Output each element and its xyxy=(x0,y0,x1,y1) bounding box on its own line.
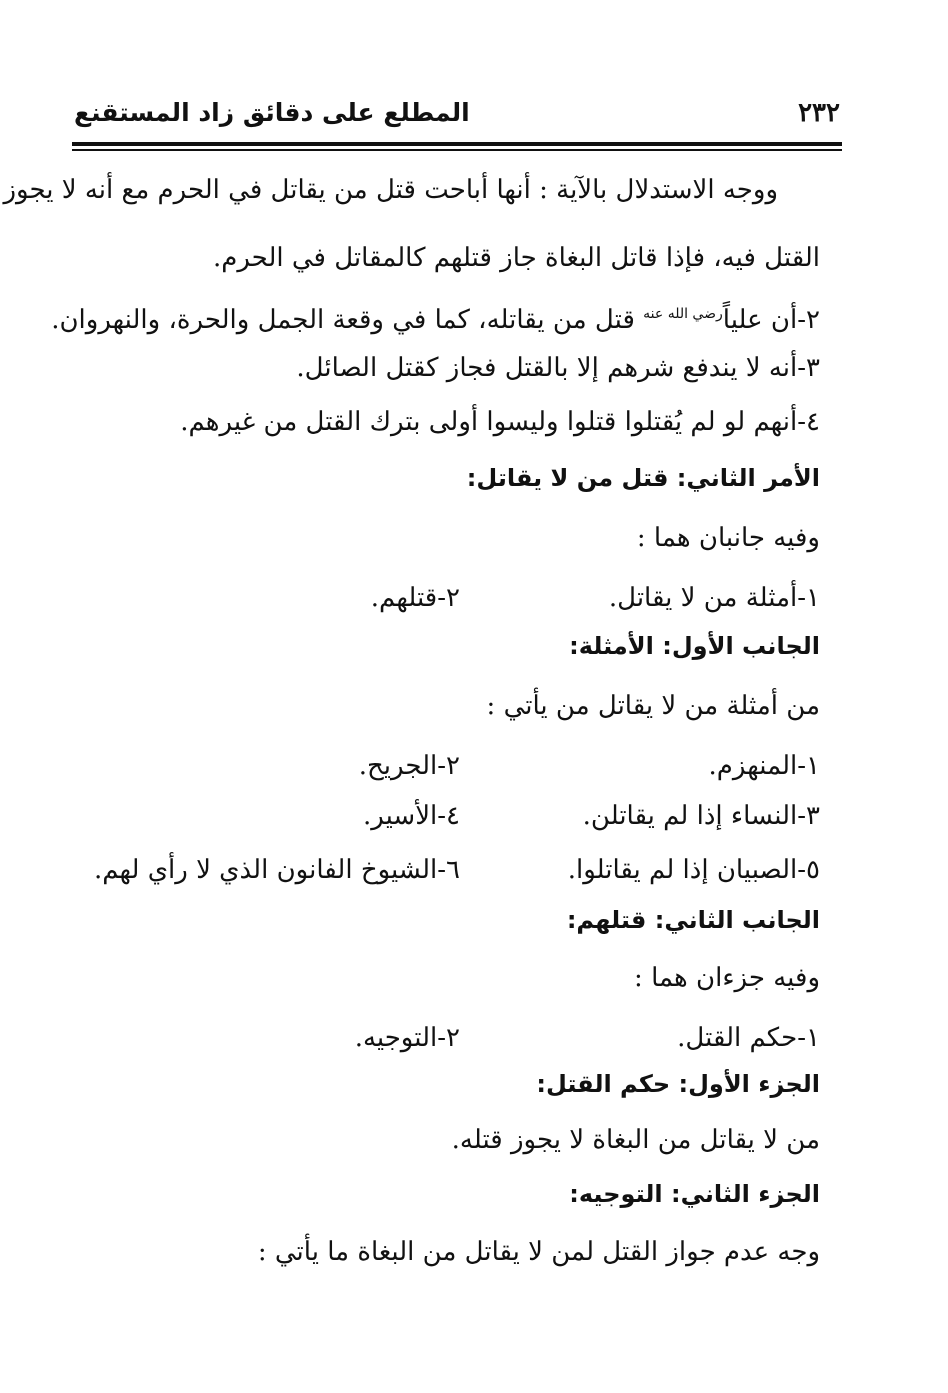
list-item-text: ٤-أنهم لو لم يُقتلوا قتلوا وليسوا أولى بترك القتل من غيرهم. xyxy=(180,407,820,437)
text-line: ووجه الاستدلال بالآية : أنها أباحت قتل من يقاتل في الحرم مع أنه لا يجوز xyxy=(3,175,778,205)
subsubsection-heading xyxy=(78,1060,820,1108)
paragraph-line xyxy=(78,954,820,1002)
subsubsection-heading xyxy=(78,1170,820,1218)
heading-text: الجزء الأول: حكم القتل: xyxy=(536,1070,820,1098)
list-item xyxy=(78,398,820,446)
two-column-list xyxy=(78,846,820,894)
list-item: ٢-قتلهم. xyxy=(370,583,460,613)
text-line: وفيه جزءان هما : xyxy=(634,963,820,993)
list-item: ٢-التوجيه. xyxy=(354,1023,460,1053)
subsection-heading xyxy=(78,896,820,944)
header-rule-thin xyxy=(72,149,842,151)
list-item xyxy=(78,344,820,392)
running-title: المطلع على دقائق زاد المستقنع xyxy=(74,98,470,127)
paragraph-line xyxy=(78,682,820,730)
heading-text: الجانب الثاني: قتلهم: xyxy=(566,906,820,934)
list-item-text: ٣-أنه لا يندفع شرهم إلا بالقتل فجاز كقتل الصائل. xyxy=(296,353,820,383)
text-line: القتل فيه، فإذا قاتل البغاة جاز قتلهم كالمقاتل في الحرم. xyxy=(212,243,820,273)
heading-text: الأمر الثاني: قتل من لا يقاتل: xyxy=(466,464,820,492)
section-heading xyxy=(78,454,820,502)
list-item xyxy=(51,290,820,338)
honorific-glyph: رضي الله عنه xyxy=(643,306,723,322)
header-rule-thick xyxy=(72,142,842,146)
two-column-list xyxy=(78,1014,820,1062)
list-item: ١-حكم القتل. xyxy=(677,1023,820,1053)
list-item: ١-أمثلة من لا يقاتل. xyxy=(608,583,820,613)
paragraph-line xyxy=(3,166,778,214)
text-line: من أمثلة من لا يقاتل من يأتي : xyxy=(486,691,820,721)
paragraph-line xyxy=(78,234,820,282)
text-line: من لا يقاتل من البغاة لا يجوز قتله. xyxy=(451,1125,820,1155)
heading-text: الجزء الثاني: التوجيه: xyxy=(569,1180,820,1208)
paragraph-line xyxy=(78,1116,820,1164)
list-item: ١-المنهزم. xyxy=(708,751,820,781)
text-line: وفيه جانبان هما : xyxy=(636,523,820,553)
paragraph-line xyxy=(78,1228,820,1276)
page-header xyxy=(72,96,842,140)
paragraph-line xyxy=(78,514,820,562)
list-item-text: قتل من يقاتله، كما في وقعة الجمل والحرة، والنهروان. xyxy=(51,305,635,335)
list-item: ٢-الجريح. xyxy=(358,751,460,781)
two-column-list xyxy=(78,792,820,840)
two-column-list xyxy=(78,742,820,790)
subsection-heading xyxy=(78,622,820,670)
list-item: ٦-الشيوخ الفانون الذي لا رأي لهم. xyxy=(93,855,460,885)
list-item: ٥-الصبيان إذا لم يقاتلوا. xyxy=(567,855,820,885)
list-item: ٣-النساء إذا لم يقاتلن. xyxy=(582,801,820,831)
list-item-text: ٢-أن علياً xyxy=(722,305,820,335)
page-number: ٢٣٢ xyxy=(798,98,840,128)
list-item: ٤-الأسير. xyxy=(362,801,460,831)
two-column-list xyxy=(78,574,820,622)
heading-text: الجانب الأول: الأمثلة: xyxy=(569,632,820,660)
text-line: وجه عدم جواز القتل لمن لا يقاتل من البغاة ما يأتي : xyxy=(257,1237,820,1267)
